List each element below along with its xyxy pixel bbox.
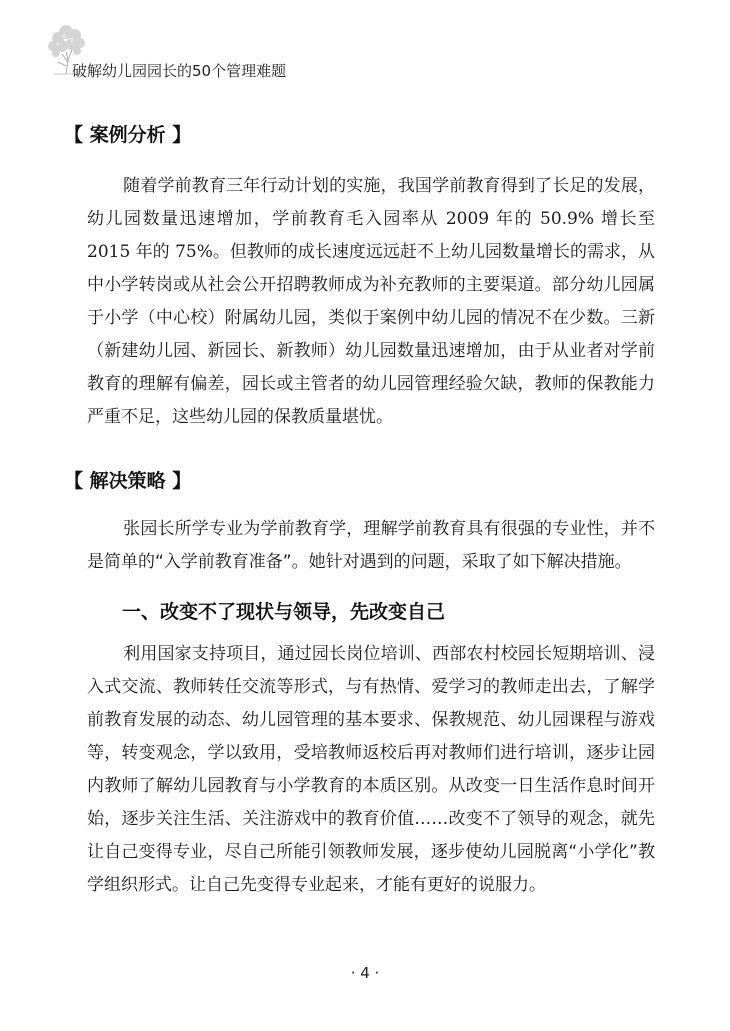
case-analysis-paragraph [87, 170, 655, 434]
case-analysis-text: 随着学前教育三年行动计划的实施，我国学前教育得到了长足的发展，幼儿园数量迅速增加，学前教育毛入园率从 2009 年的 50.9% 增长至 2015 年的 75%。但教师的成长速度远远赶不上幼儿园数量增长的需求，从中小学转岗或从社会公开招聘教师成为补充教师的主要渠道。部分幼儿园属于小学（中心校）附属幼儿园，类似于案例中幼儿园的情况不在少数。三新（新建幼儿园、新园长、新教师）幼儿园数量迅速增加，由于从业者对学前教育的理解有偏差，园长或主管者的幼儿园管理经验欠缺，教师的保教能力严重不足，这些幼儿园的保教质量堪忧。 [87, 176, 655, 427]
subsection-heading-change-self: 一、改变不了现状与领导，先改变自己 [122, 601, 446, 623]
change-self-text: 利用国家支持项目，通过园长岗位培训、西部农村校园长短期培训、浸入式交流、教师转任交流等形式，与有热情、爱学习的教师走出去，了解学前教育发展的动态、幼儿园管理的基本要求、保教规范、幼儿园课程与游戏等，转变观念，学以致用，受培教师返校后再对教师们进行培训，逐步让园内教师了解幼儿园教育与小学教育的本质区别。从改变一日生活作息时间开始，逐步关注生活、关注游戏中的教育价值……改变不了领导的观念，就先让自己变得专业，尽自己所能引领教师发展，逐步使幼儿园脱离“小学化”教学组织形式。让自己先变得专业起来，才能有更好的说服力。 [87, 644, 655, 895]
solution-intro-paragraph [87, 513, 655, 579]
solution-intro-text: 张园长所学专业为学前教育学，理解学前教育具有很强的专业性，并不是简单的“入学前教育准备”。她针对遇到的问题，采取了如下解决措施。 [87, 519, 655, 572]
section-heading-case-analysis: 【 案例分析 】 [64, 124, 192, 146]
page-number: · 4 · [350, 964, 380, 982]
change-self-paragraph [87, 638, 655, 902]
section-heading-solution: 【 解决策略 】 [64, 470, 192, 492]
running-header [44, 22, 444, 84]
book-title: 破解幼儿园园长的50个管理难题 [72, 62, 287, 80]
